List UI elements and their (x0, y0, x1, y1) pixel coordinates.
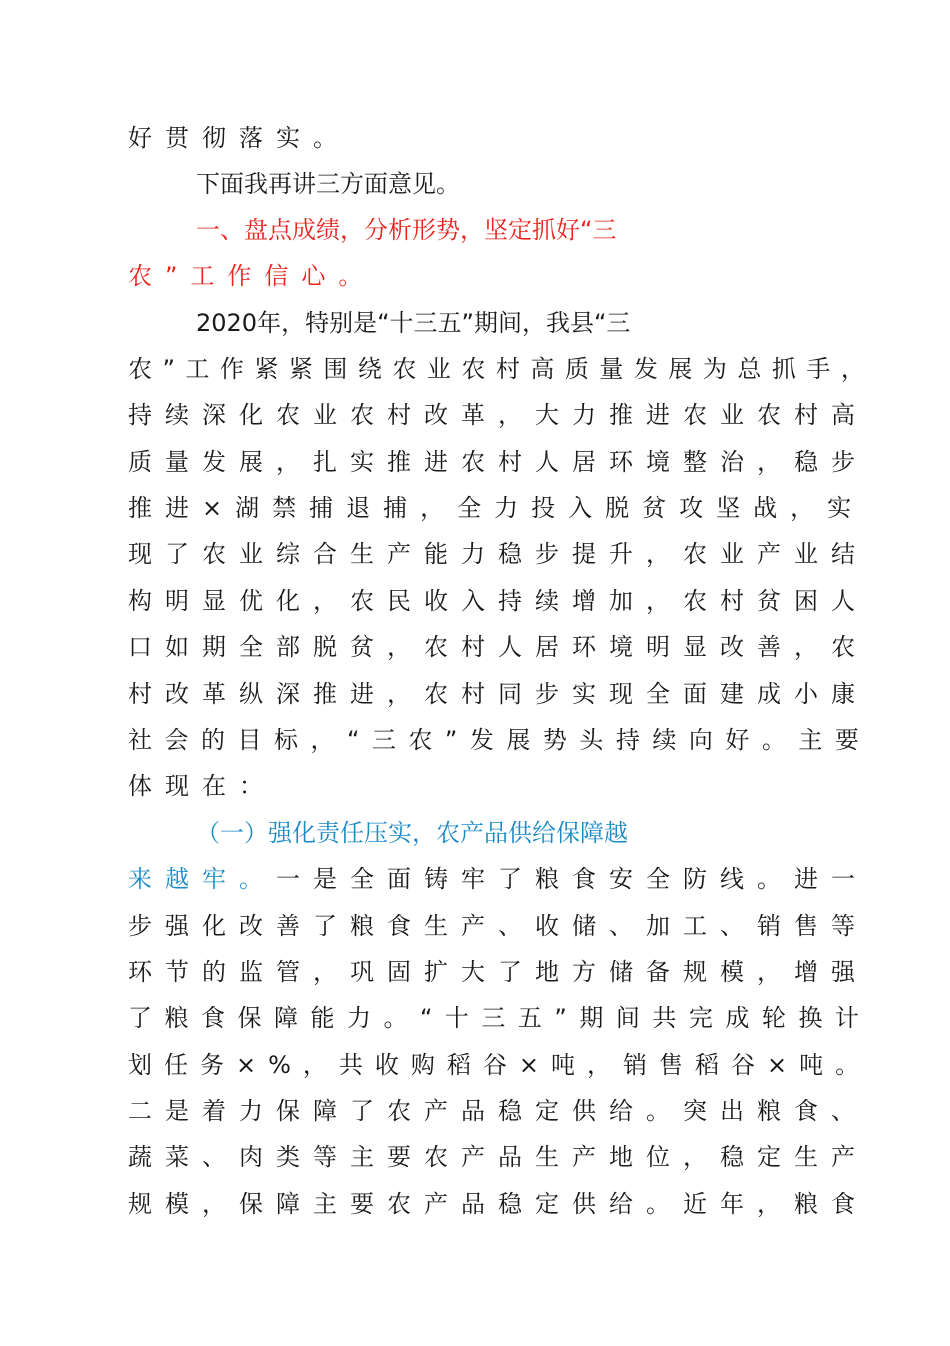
text-line: 了粮食保障能力。“十三五”期间共完成轮换计 (128, 1004, 872, 1032)
text-line: 体现在： (128, 772, 276, 800)
text-line: 划任务×%，共收购稻谷×吨，销售稻谷×吨。 (128, 1051, 872, 1079)
text-line: 推进×湖禁捕退捕，全力投入脱贫攻坚战，实 (128, 494, 865, 522)
subsection-heading-1: （一）强化责任压实，农产品供给保障越 (196, 819, 628, 847)
section-heading-1: 一、盘点成绩，分析形势，坚定抓好“三 (196, 216, 617, 244)
text-line: 环节的监管，巩固扩大了地方储备规模，增强 (128, 958, 868, 986)
text-line: 现了农业综合生产能力稳步提升，农业产业结 (128, 540, 868, 568)
text-line: 二是着力保障了农产品稳定供给。突出粮食、 (128, 1097, 868, 1125)
text-line: 规模，保障主要农产品稳定供给。近年，粮食 (128, 1190, 868, 1218)
text-line: 口如期全部脱贫，农村人居环境明显改善，农 (128, 633, 868, 661)
text-line (128, 863, 868, 895)
text-line: 村改革纵深推进，农村同步实现全面建成小康 (128, 680, 868, 708)
text-line: 农”工作紧紧围绕农业农村高质量发展为总抓手， (128, 355, 876, 383)
text-line: 2020年，特别是“十三五”期间，我县“三 (196, 309, 631, 337)
subsection-heading-1-cont: 来越牢。 (128, 865, 276, 893)
point-one-lead: 一是全面铸牢了粮食安全防线。进一 (276, 865, 868, 893)
text-line: 好贯彻落实。 (128, 124, 350, 152)
text-line: 构明显优化，农民收入持续增加，农村贫困人 (128, 587, 868, 615)
text-line: 蔬菜、肉类等主要农产品生产地位，稳定生产 (128, 1143, 868, 1171)
text-line: 持续深化农业农村改革，大力推进农业农村高 (128, 401, 868, 429)
text-line: 社会的目标，“三农”发展势头持续向好。主要 (128, 726, 872, 754)
section-heading-1-cont: 农”工作信心。 (128, 262, 376, 290)
text-line: 步强化改善了粮食生产、收储、加工、销售等 (128, 912, 868, 940)
text-line: 下面我再讲三方面意见。 (196, 170, 460, 198)
text-line: 质量发展，扎实推进农村人居环境整治，稳步 (128, 448, 868, 476)
